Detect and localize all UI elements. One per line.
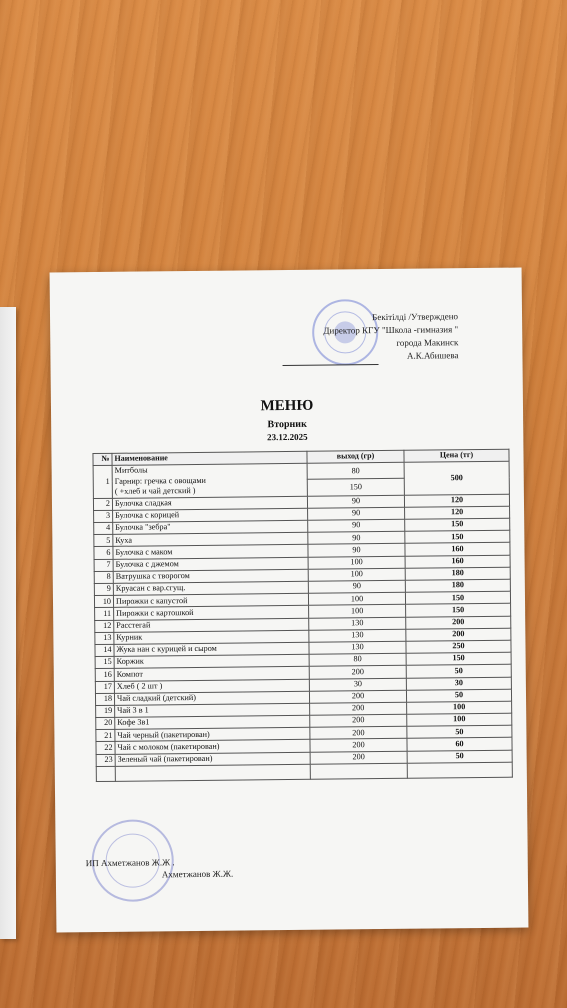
row-output: 90 bbox=[308, 532, 405, 545]
menu-table bbox=[92, 449, 512, 782]
row-number: 3 bbox=[94, 510, 113, 522]
menu-day: Вторник bbox=[267, 418, 307, 431]
row-price: 120 bbox=[405, 506, 510, 519]
row-name: Курник bbox=[114, 630, 309, 644]
row-output: 90 bbox=[308, 519, 405, 532]
row-output: 130 bbox=[309, 641, 406, 654]
footer-line2: Ахметжанов Ж.Ж. bbox=[161, 868, 234, 880]
row-price: 200 bbox=[406, 616, 511, 629]
row-price: 120 bbox=[404, 494, 509, 507]
row-number: 5 bbox=[94, 535, 113, 547]
row-name: Чай черный (пакетирован) bbox=[115, 728, 310, 742]
row-number: 17 bbox=[95, 681, 114, 693]
row-name: Кофе 3в1 bbox=[115, 715, 310, 729]
row-name: Пирожки с картошкой bbox=[114, 606, 309, 620]
row-price: 30 bbox=[406, 677, 511, 690]
empty-cell bbox=[96, 766, 115, 781]
approval-block bbox=[248, 310, 459, 364]
row-price: 150 bbox=[405, 530, 510, 543]
row-number: 4 bbox=[94, 522, 113, 534]
row-output: 90 bbox=[308, 544, 405, 557]
footer-line1: ИП Ахметжанов Ж.Ж . bbox=[85, 857, 175, 869]
empty-cell bbox=[310, 763, 407, 779]
row-name: Куха bbox=[113, 533, 308, 547]
row-name: Булочка с корицей bbox=[113, 508, 308, 522]
row-number: 20 bbox=[96, 717, 115, 729]
row-output: 130 bbox=[309, 617, 406, 630]
row-price: 50 bbox=[406, 689, 511, 702]
footer-signature bbox=[86, 856, 234, 882]
row-price: 50 bbox=[406, 664, 511, 677]
row-price: 60 bbox=[407, 738, 512, 751]
row-number: 15 bbox=[95, 656, 114, 668]
row-name: Расстегай bbox=[114, 618, 309, 632]
row-output: 200 bbox=[309, 690, 406, 703]
row-name: Компот bbox=[114, 667, 309, 681]
row-price: 160 bbox=[405, 555, 510, 568]
row-price: 200 bbox=[406, 628, 511, 641]
row-output: 200 bbox=[310, 714, 407, 727]
row-output: 80 bbox=[309, 653, 406, 666]
header-price: Цена (тг) bbox=[404, 449, 509, 462]
approval-line4: А.К.Абишева bbox=[406, 350, 459, 361]
row-output: 200 bbox=[309, 666, 406, 679]
row-price: 150 bbox=[405, 518, 510, 531]
row-price: 100 bbox=[407, 701, 512, 714]
row-output: 150 bbox=[307, 479, 404, 496]
signature-line bbox=[283, 364, 379, 366]
row-number: 11 bbox=[95, 608, 114, 620]
approval-line1: Бекітілді /Утверждено bbox=[372, 311, 459, 323]
row-number: 2 bbox=[93, 498, 112, 510]
row-name: Булочка "зебра" bbox=[113, 520, 308, 534]
row-output: 100 bbox=[309, 605, 406, 618]
row-number: 23 bbox=[96, 754, 115, 766]
adjacent-paper-edge bbox=[0, 307, 16, 939]
row-name: Чай 3 в 1 bbox=[115, 703, 310, 717]
approval-line2: Директор КГУ "Школа -гимназия " bbox=[323, 324, 459, 336]
dish-garnish: Гарнир: гречка с овощами bbox=[114, 475, 206, 486]
row-price: 250 bbox=[406, 640, 511, 653]
row-name: Зеленый чай (пакетирован) bbox=[115, 752, 310, 766]
row-output: 100 bbox=[308, 568, 405, 581]
dish-main: Митболы bbox=[114, 465, 148, 476]
row-name: Хлеб ( 2 шт ) bbox=[114, 679, 309, 693]
row-number: 7 bbox=[94, 559, 113, 571]
row-name: Коржик bbox=[114, 654, 309, 668]
menu-date: 23.12.2025 bbox=[266, 431, 308, 443]
header-number: № bbox=[93, 453, 112, 465]
row-price: 50 bbox=[407, 750, 512, 763]
row-output: 200 bbox=[310, 751, 407, 764]
row-output: 90 bbox=[308, 580, 405, 593]
row-price: 180 bbox=[405, 567, 510, 580]
row-number: 21 bbox=[96, 730, 115, 742]
row-number: 9 bbox=[94, 583, 113, 595]
row-number: 16 bbox=[95, 669, 114, 681]
row-number: 19 bbox=[96, 705, 115, 717]
row-output: 100 bbox=[308, 592, 405, 605]
row-name: Булочка с джемом bbox=[113, 557, 308, 571]
row-name: Пирожки с капустой bbox=[113, 593, 308, 607]
table-row bbox=[93, 461, 509, 482]
row-number: 6 bbox=[94, 547, 113, 559]
row-number: 13 bbox=[95, 632, 114, 644]
row-number: 8 bbox=[94, 571, 113, 583]
menu-sheet bbox=[50, 268, 529, 933]
row-output: 130 bbox=[309, 629, 406, 642]
row-name: Круасан с вар.сгущ. bbox=[113, 581, 308, 595]
row-number: 14 bbox=[95, 644, 114, 656]
empty-cell bbox=[407, 762, 512, 778]
row-name: Ватрушка с творогом bbox=[113, 569, 308, 583]
row-name: Жука нан с курицей и сыром bbox=[114, 642, 309, 656]
row-price: 150 bbox=[405, 591, 510, 604]
row-output: 200 bbox=[310, 739, 407, 752]
row-number: 10 bbox=[94, 596, 113, 608]
header-name: Наименование bbox=[112, 451, 307, 465]
row-price: 500 bbox=[404, 461, 509, 495]
menu-title: МЕНЮ bbox=[260, 397, 314, 415]
row-price: 150 bbox=[406, 652, 511, 665]
row-output: 200 bbox=[310, 702, 407, 715]
row-output: 100 bbox=[308, 556, 405, 569]
row-price: 150 bbox=[406, 604, 511, 617]
row-output: 30 bbox=[309, 678, 406, 691]
row-name: Чай сладкий (детский) bbox=[114, 691, 309, 705]
row-name bbox=[112, 463, 307, 498]
row-name: Булочка с маком bbox=[113, 545, 308, 559]
row-output: 90 bbox=[308, 507, 405, 520]
row-price: 50 bbox=[407, 725, 512, 738]
row-number: 1 bbox=[93, 466, 112, 499]
row-number: 18 bbox=[95, 693, 114, 705]
row-number: 22 bbox=[96, 742, 115, 754]
row-number: 12 bbox=[95, 620, 114, 632]
row-name: Чай с молоком (пакетирован) bbox=[115, 740, 310, 754]
approval-line3: города Макинск bbox=[396, 337, 459, 348]
header-output: выход (гр) bbox=[307, 450, 404, 463]
empty-row bbox=[96, 762, 512, 781]
row-output: 200 bbox=[310, 727, 407, 740]
row-price: 100 bbox=[407, 713, 512, 726]
dish-extras: ( +хлеб и чай детский ) bbox=[114, 486, 196, 497]
row-price: 180 bbox=[405, 579, 510, 592]
row-output: 90 bbox=[307, 495, 404, 508]
row-output: 80 bbox=[307, 462, 404, 479]
row-name: Булочка сладкая bbox=[112, 496, 307, 510]
empty-cell bbox=[115, 764, 310, 781]
row-price: 160 bbox=[405, 543, 510, 556]
